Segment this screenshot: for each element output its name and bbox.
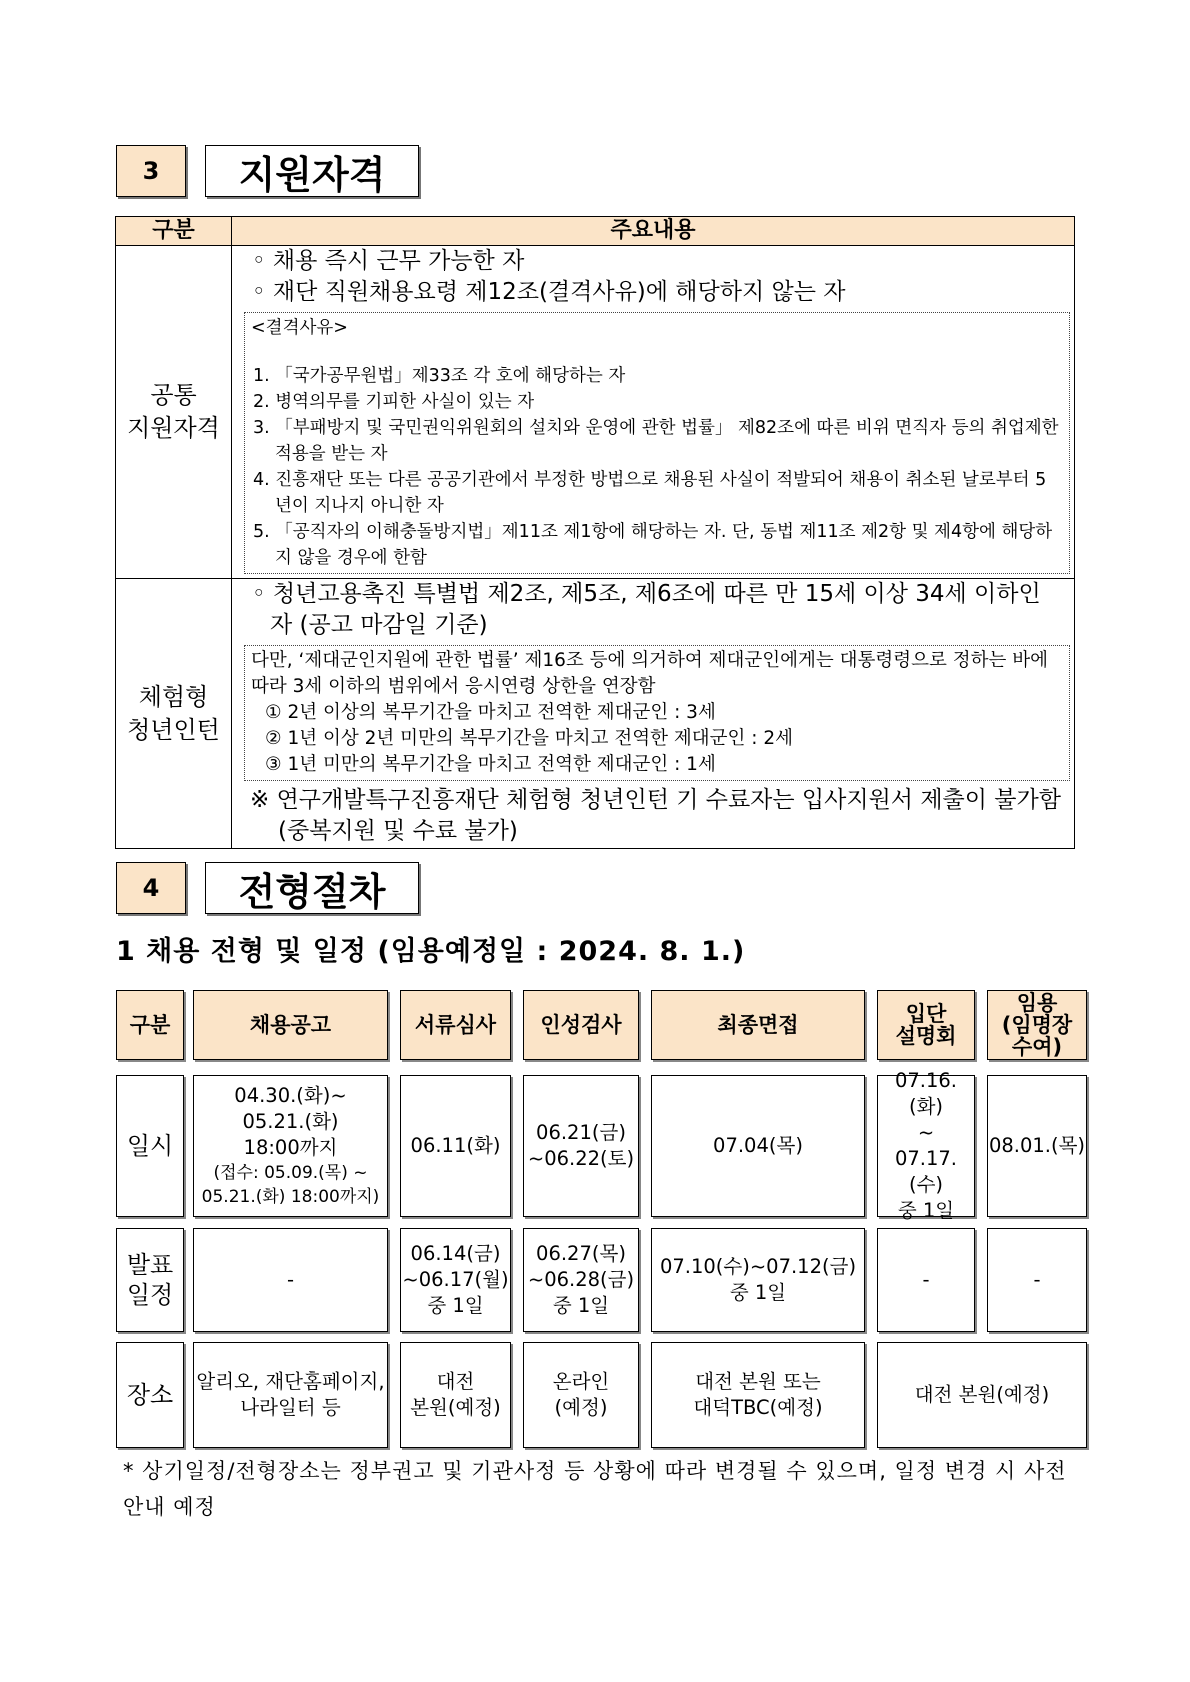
- category-intern: 체험형 청년인턴: [116, 579, 232, 849]
- row-label-announce: 발표 일정: [116, 1228, 184, 1332]
- announce-interview: 07.10(수)~07.12(금) 중 1일: [651, 1228, 865, 1332]
- date-appointment: 08.01.(목): [987, 1075, 1087, 1217]
- place-document: 대전 본원(예정): [400, 1342, 511, 1448]
- list-item: 5. 「공직자의 이해충돌방지법」제11조 제1항에 해당하는 자. 단, 동법 제11조 제2항 및 제4항에 해당하지 않을 경우에 한함: [253, 522, 1053, 568]
- schedule-header: 구분: [116, 990, 184, 1060]
- announce-posting: -: [193, 1228, 388, 1332]
- schedule-header: 인성검사: [523, 990, 639, 1060]
- schedule-header: 최종면접: [651, 990, 865, 1060]
- disqualification-box: [244, 312, 1070, 574]
- list-item: 4. 진흥재단 또는 다른 공공기관에서 부정한 방법으로 채용된 사실이 적발되어 채용이 취소된 날로부터 5년이 지나지 아니한 자: [253, 470, 1047, 516]
- place-personality: 온라인 (예정): [523, 1342, 639, 1448]
- schedule-header: 임용 (임명장 수여): [987, 990, 1087, 1060]
- section-number: 4: [116, 862, 186, 914]
- date-interview: 07.04(목): [651, 1075, 865, 1217]
- place-interview: 대전 본원 또는 대덕TBC(예정): [651, 1342, 865, 1448]
- bullet-item: ◦ 재단 직원채용요령 제12조(결격사유)에 해당하지 않는 자: [252, 279, 846, 305]
- remark: ※ 연구개발특구진흥재단 체험형 청년인턴 기 수료자는 입사지원서 제출이 불가함(중복지원 및 수료 불가): [250, 787, 1061, 844]
- section-title: 지원자격: [205, 145, 419, 197]
- content-intern: [232, 579, 1075, 849]
- announce-document: 06.14(금) ~06.17(월) 중 1일: [400, 1228, 511, 1332]
- schedule-header: 서류심사: [400, 990, 511, 1060]
- date-document: 06.11(화): [400, 1075, 511, 1217]
- bullet-item: ◦ 청년고용촉진 특별법 제2조, 제5조, 제6조에 따른 만 15세 이상 34세 이하인 자 (공고 마감일 기준): [252, 581, 1041, 638]
- date-orientation: 07.16.(화) ~ 07.17.(수) 중 1일: [877, 1075, 975, 1217]
- table-header-category: 구분: [116, 217, 232, 246]
- list-item: ③ 1년 미만의 복무기간을 마치고 전역한 제대군인 : 1세: [265, 754, 716, 775]
- place-posting: 알리오, 재단홈페이지, 나라일터 등: [193, 1342, 388, 1448]
- announce-orientation: -: [877, 1228, 975, 1332]
- schedule-header: 채용공고: [193, 990, 388, 1060]
- section-number: 3: [116, 145, 186, 197]
- qualification-table: [115, 216, 1075, 849]
- row-label-date: 일시: [116, 1075, 184, 1217]
- row-label-place: 장소: [116, 1342, 184, 1448]
- list-item: 2. 병역의무를 기피한 사실이 있는 자: [253, 392, 535, 412]
- place-orientation-appointment: 대전 본원(예정): [877, 1342, 1087, 1448]
- list-item: ① 2년 이상의 복무기간을 마치고 전역한 제대군인 : 3세: [265, 702, 716, 723]
- schedule-header: 입단 설명회: [877, 990, 975, 1060]
- veteran-box: [244, 645, 1070, 781]
- list-item: ② 1년 이상 2년 미만의 복무기간을 마치고 전역한 제대군인 : 2세: [265, 728, 793, 749]
- announce-appointment: -: [987, 1228, 1087, 1332]
- list-item: 1. 「국가공무원법」제33조 각 호에 해당하는 자: [253, 366, 626, 386]
- date-posting: 04.30.(화)~ 05.21.(화) 18:00까지 (접수: 05.09.(목) ~ 05.21.(화) 18:00까지): [193, 1075, 388, 1217]
- section-title: 전형절차: [205, 862, 419, 914]
- bullet-item: ◦ 채용 즉시 근무 가능한 자: [252, 248, 525, 274]
- category-common: 공통 지원자격: [116, 246, 232, 579]
- note-text: 다만, ‘제대군인지원에 관한 법률’ 제16조 등에 의거하여 제대군인에게는 대통령령으로 정하는 바에 따라 3세 이하의 범위에서 응시연령 상한을 연장함: [251, 650, 1048, 697]
- schedule-subheading: 1 채용 전형 및 일정 (임용예정일 : 2024. 8. 1.): [116, 936, 746, 967]
- table-header-content: 주요내용: [232, 217, 1075, 246]
- footnote: * 상기일정/전형장소는 정부권고 및 기관사정 등 상황에 따라 변경될 수 있으며, 일정 변경 시 사전 안내 예정: [123, 1459, 1067, 1519]
- date-personality: 06.21(금) ~06.22(토): [523, 1075, 639, 1217]
- note-title: <결격사유>: [251, 318, 348, 338]
- content-common: [232, 246, 1075, 579]
- list-item: 3. 「부패방지 및 국민권익위원회의 설치와 운영에 관한 법률」 제82조에 따른 비위 면직자 등의 취업제한 적용을 받는 자: [253, 418, 1059, 464]
- announce-personality: 06.27(목) ~06.28(금) 중 1일: [523, 1228, 639, 1332]
